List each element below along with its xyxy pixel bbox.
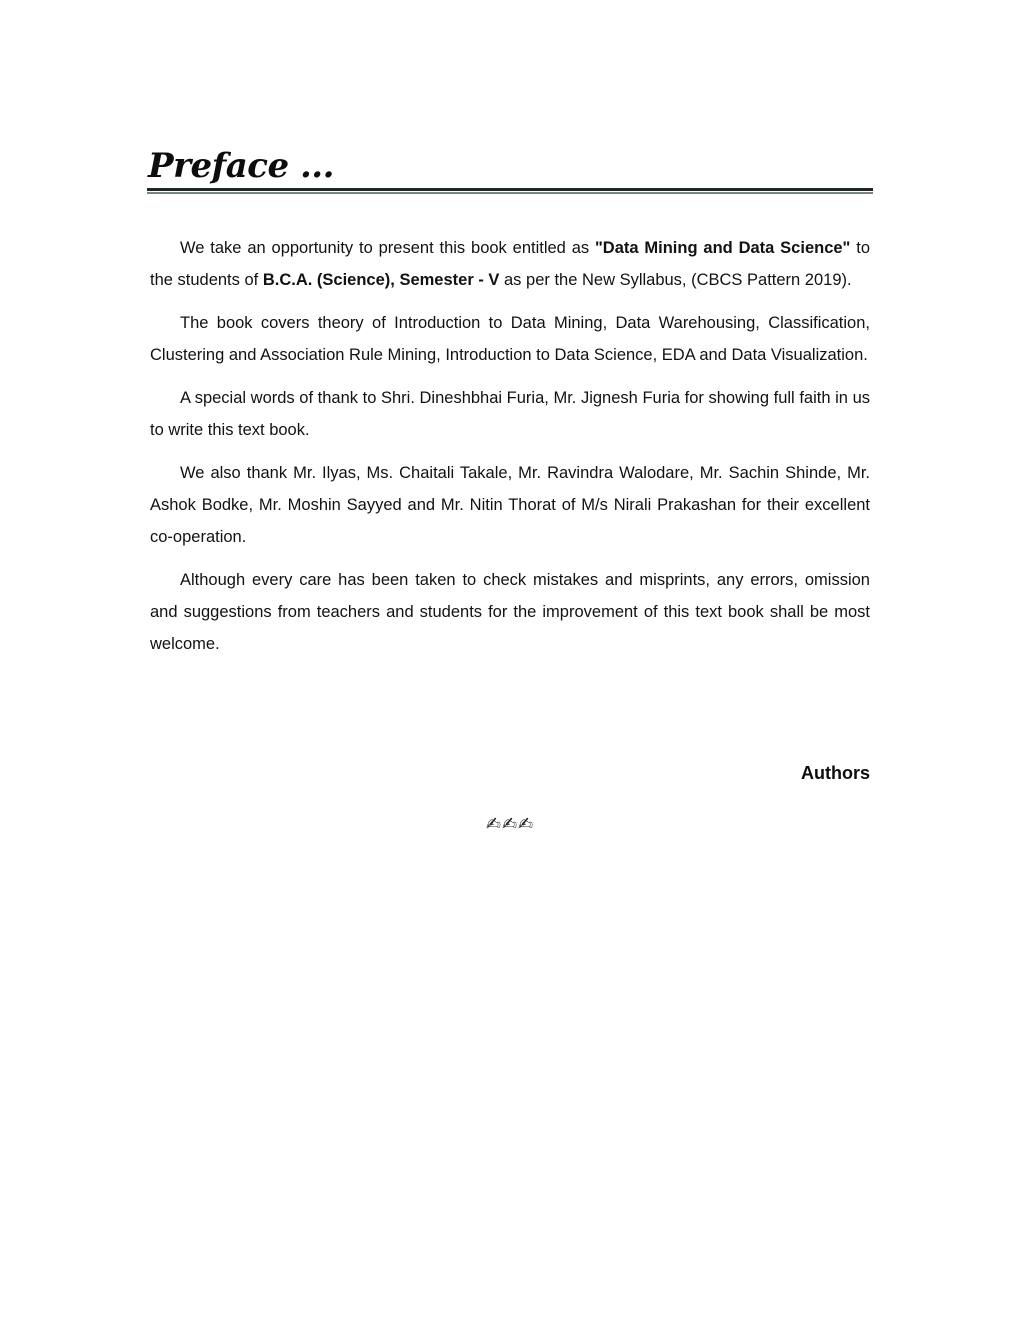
- paragraph-intro-text-1: We take an opportunity to present this book entitled as: [180, 239, 595, 257]
- paragraph-thanks-publisher: A special words of thank to Shri. Dineshbhai Furia, Mr. Jignesh Furia for showing full faith in us to write this text book.: [150, 389, 870, 439]
- page-title: Preface ...: [148, 146, 334, 186]
- paragraph-closing: Although every care has been taken to check mistakes and misprints, any errors, omission and suggestions from teachers and students for the improvement of this text book shall be most welcome.: [150, 571, 870, 653]
- paragraph-intro: [150, 232, 870, 296]
- paragraph-thanks-staff: We also thank Mr. Ilyas, Ms. Chaitali Takale, Mr. Ravindra Walodare, Mr. Sachin Shinde, Mr. Ashok Bodke, Mr. Moshin Sayyed and Mr. Nitin Thorat of M/s Nirali Prakashan for their excellent co-operation.: [150, 464, 870, 546]
- paragraph-coverage: The book covers theory of Introduction to Data Mining, Data Warehousing, Classification, Clustering and Association Rule Mining, Introduction to Data Science, EDA and Data Visualization.: [150, 314, 870, 364]
- title-underline-divider: [147, 188, 873, 194]
- authors-signature: Authors: [801, 763, 870, 783]
- writing-hand-icon: ✍✍✍: [485, 814, 535, 835]
- course-bold: B.C.A. (Science), Semester - V: [262, 271, 500, 289]
- paragraph-intro-text-3: as per the New Syllabus, (CBCS Pattern 2019).: [499, 271, 852, 289]
- book-title-bold: "Data Mining and Data Science": [594, 239, 851, 257]
- preface-body: [150, 232, 870, 671]
- paragraph-intro-text-2: to the students of: [150, 239, 870, 289]
